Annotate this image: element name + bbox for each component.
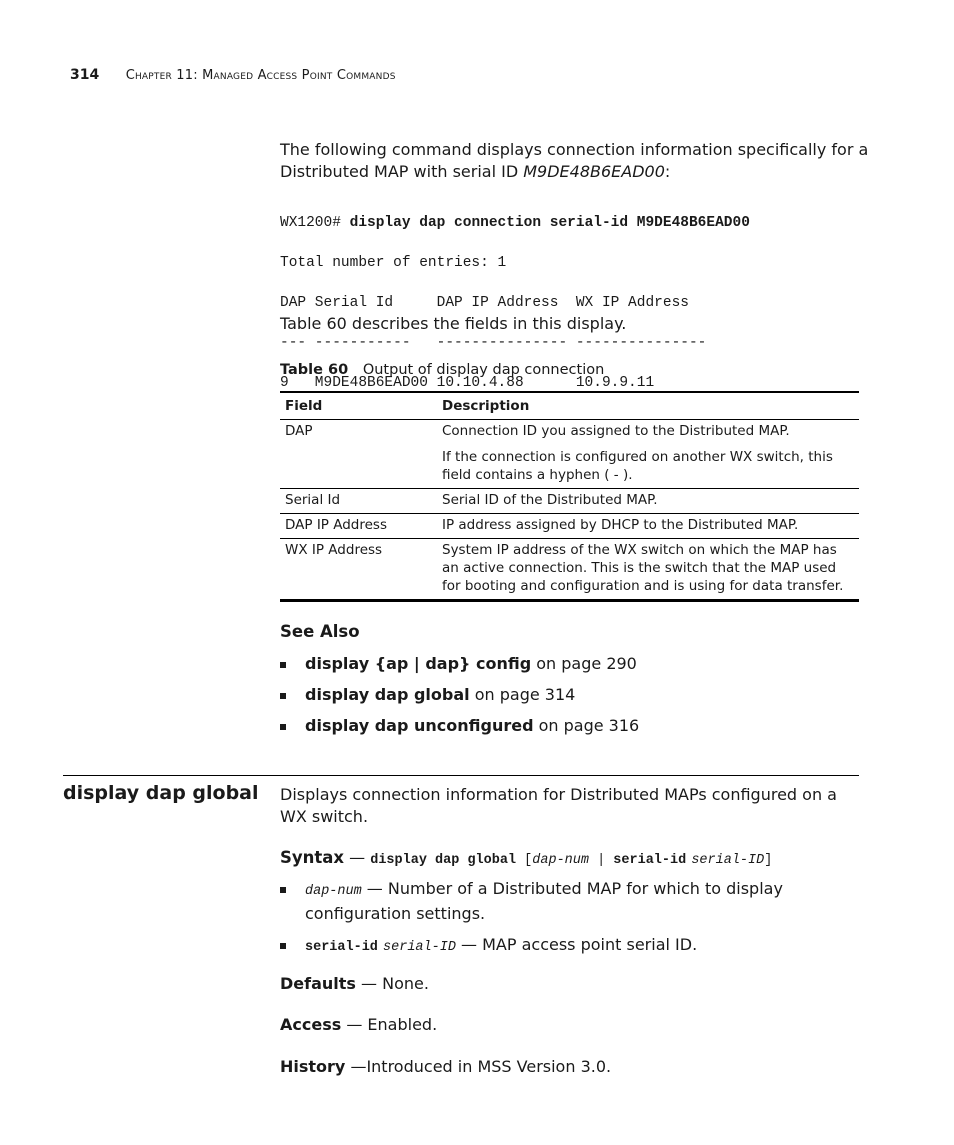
table-row <box>280 420 859 489</box>
code-example <box>280 193 750 413</box>
code-line: Total number of entries: 1 <box>280 255 507 271</box>
column-header: Field <box>280 392 437 420</box>
code-line: 9 M9DE48B6EAD00 10.10.4.88 10.9.9.11 <box>280 375 655 391</box>
section-divider <box>63 775 859 776</box>
defaults-line: Defaults — None. <box>280 974 429 993</box>
section-title: display dap global <box>63 782 259 804</box>
table-header-row <box>280 392 859 420</box>
see-also-item[interactable]: display {ap | dap} config on page 290 <box>280 653 860 675</box>
column-header: Description <box>437 392 859 420</box>
access-line: Access — Enabled. <box>280 1015 438 1034</box>
see-also-item[interactable]: display dap global on page 314 <box>280 684 860 706</box>
field-cell: DAP <box>280 420 437 489</box>
description-cell: Serial ID of the Distributed MAP. <box>437 489 859 514</box>
see-also-item[interactable]: display dap unconfigured on page 316 <box>280 715 860 737</box>
command-link[interactable]: display {ap | dap} config <box>305 654 532 673</box>
parameter-item: dap-num — Number of a Distributed MAP for which to display configuration settings. <box>280 878 840 925</box>
running-header <box>70 67 396 83</box>
see-also-list <box>280 653 860 737</box>
field-cell: Serial Id <box>280 489 437 514</box>
chapter-title: Chapter 11: Managed Access Point Commands <box>125 68 396 83</box>
page-number: 314 <box>70 67 100 83</box>
intro-paragraph: The following command displays connection information specifically for a Distributed MAP with serial ID M9DE48B6EAD00: <box>280 140 869 181</box>
table-caption: Table 60 Output of display dap connection <box>280 362 605 378</box>
field-cell: WX IP Address <box>280 539 437 601</box>
code-line: --- ----------- --------------- --------------- <box>280 335 707 351</box>
output-table <box>280 391 859 602</box>
table-intro: Table 60 describes the fields in this display. <box>280 314 627 333</box>
see-also-title: See Also <box>280 622 360 641</box>
command-link[interactable]: display dap global <box>305 685 470 704</box>
syntax-line: Syntax — display dap global [dap-num | serial-id serial-ID] <box>280 848 773 868</box>
code-line: DAP Serial Id DAP IP Address WX IP Address <box>280 295 689 311</box>
table-row <box>280 514 859 539</box>
section-description: Displays connection information for Distributed MAPs configured on a WX switch. <box>280 785 837 826</box>
description-cell: System IP address of the WX switch on which the MAP has an active connection. This is the switch that the MAP used for booting and configuration and is using for data transfer. <box>437 539 859 601</box>
table-row <box>280 539 859 601</box>
history-line: History —Introduced in MSS Version 3.0. <box>280 1057 612 1076</box>
serial-id-value: M9DE48B6EAD00 <box>523 162 665 181</box>
description-cell: Connection ID you assigned to the Distributed MAP. If the connection is configured on another WX switch, this field contains a hyphen ( - ). <box>437 420 859 489</box>
parameter-list <box>280 878 840 959</box>
description-cell: IP address assigned by DHCP to the Distributed MAP. <box>437 514 859 539</box>
code-line-command: WX1200# display dap connection serial-id M9DE48B6EAD00 <box>280 215 750 231</box>
command-link[interactable]: display dap unconfigured <box>305 716 534 735</box>
parameter-item: serial-id serial-ID — MAP access point serial ID. <box>280 934 840 959</box>
field-cell: DAP IP Address <box>280 514 437 539</box>
table-row <box>280 489 859 514</box>
